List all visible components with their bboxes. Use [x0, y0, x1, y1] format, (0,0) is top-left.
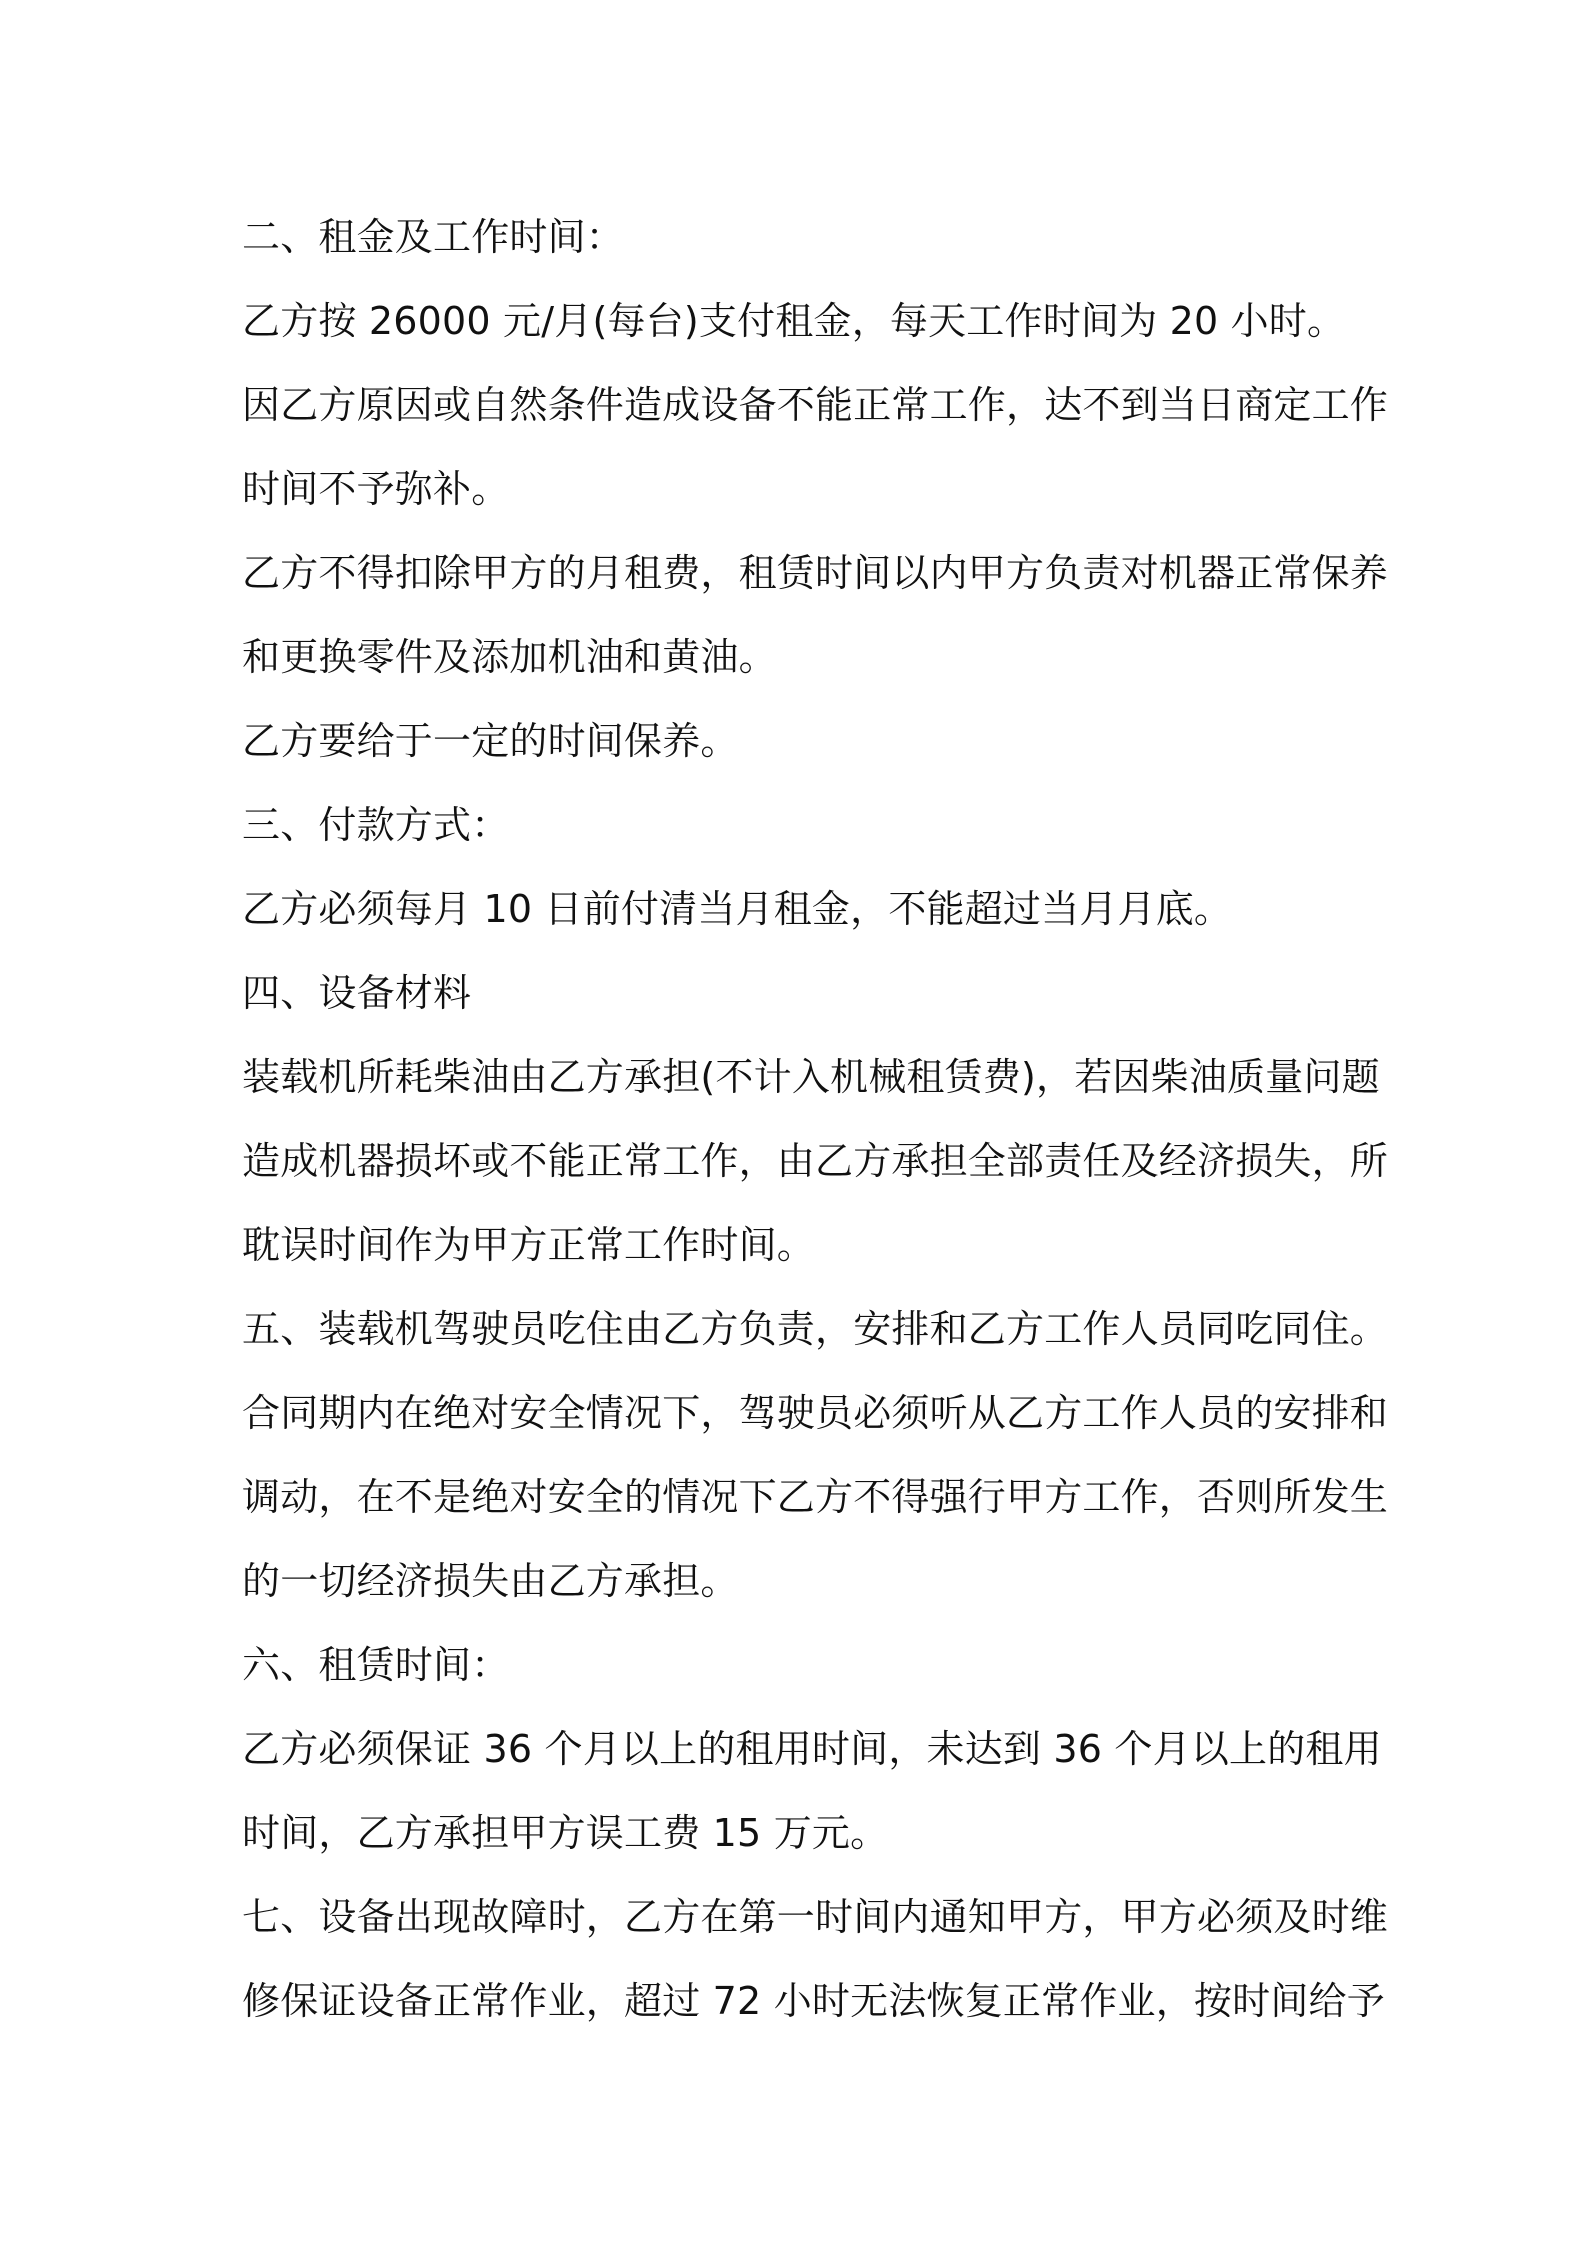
paragraph-line: 乙方必须保证 36 个月以上的租用时间，未达到 36 个月以上的租用: [242, 1727, 1382, 1771]
paragraph-line: 修保证设备正常作业，超过 72 小时无法恢复正常作业，按时间给予: [242, 1979, 1385, 2023]
paragraph-line: 的一切经济损失由乙方承担。: [242, 1559, 739, 1603]
paragraph-line: 乙方要给于一定的时间保养。: [242, 719, 739, 763]
section-heading-driver-accommodation: 五、装载机驾驶员吃住由乙方负责，安排和乙方工作人员同吃同住。: [242, 1307, 1389, 1351]
section-heading-rent-and-work-time: 二、租金及工作时间：: [242, 215, 625, 259]
paragraph-line: 合同期内在绝对安全情况下，驾驶员必须听从乙方工作人员的安排和: [242, 1391, 1389, 1435]
paragraph-line: 耽误时间作为甲方正常工作时间。: [242, 1223, 816, 1267]
paragraph-line: 和更换零件及添加机油和黄油。: [242, 635, 777, 679]
section-heading-lease-time: 六、租赁时间：: [242, 1643, 510, 1687]
document-body: [242, 195, 1389, 2043]
paragraph-line: 装载机所耗柴油由乙方承担(不计入机械租赁费)，若因柴油质量问题: [242, 1055, 1380, 1099]
paragraph-line: 时间不予弥补。: [242, 467, 510, 511]
paragraph-line: 调动，在不是绝对安全的情况下乙方不得强行甲方工作，否则所发生: [242, 1475, 1389, 1519]
section-heading-payment-method: 三、付款方式：: [242, 803, 510, 847]
paragraph-line: 乙方不得扣除甲方的月租费，租赁时间以内甲方负责对机器正常保养: [242, 551, 1389, 595]
paragraph-line: 时间，乙方承担甲方误工费 15 万元。: [242, 1811, 889, 1855]
paragraph-line: 造成机器损坏或不能正常工作，由乙方承担全部责任及经济损失，所: [242, 1139, 1389, 1183]
paragraph-line: 因乙方原因或自然条件造成设备不能正常工作，达不到当日商定工作: [242, 383, 1389, 427]
section-heading-equipment-materials: 四、设备材料: [242, 971, 472, 1015]
paragraph-line: 乙方必须每月 10 日前付清当月租金，不能超过当月月底。: [242, 887, 1233, 931]
section-heading-equipment-failure: 七、设备出现故障时，乙方在第一时间内通知甲方，甲方必须及时维: [242, 1895, 1389, 1939]
paragraph-line: 乙方按 26000 元/月(每台)支付租金，每天工作时间为 20 小时。: [242, 299, 1346, 343]
